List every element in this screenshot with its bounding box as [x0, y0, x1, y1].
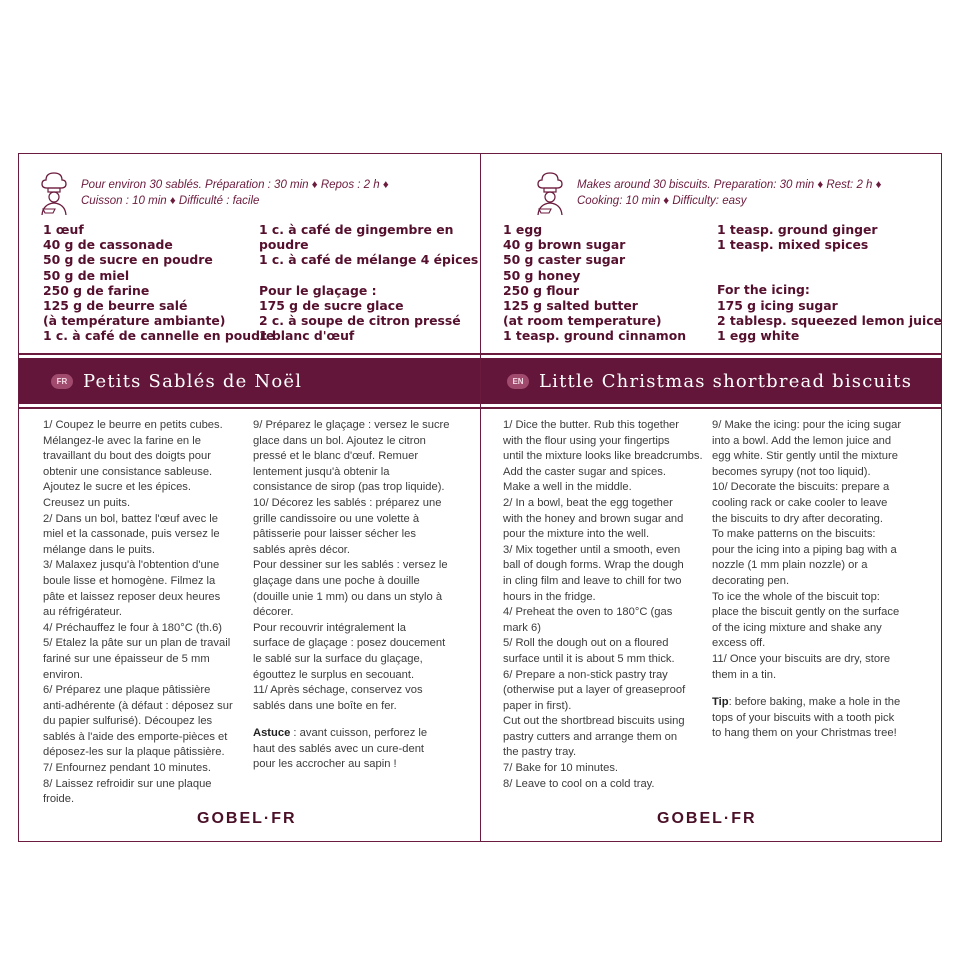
step-line: (otherwise put a layer of greaseproof	[503, 684, 686, 697]
step-line: pâtisserie pour laisser sécher les	[253, 528, 416, 541]
ingredients-column	[717, 222, 942, 343]
step-line: 10/ Decorate the biscuits: prepare a	[712, 481, 890, 494]
step-line: 6/ Préparez une plaque pâtissière	[43, 684, 211, 697]
title-banner	[481, 358, 942, 404]
step-line: pressé et le blanc d'œuf. Remuer	[253, 450, 419, 463]
title-banner	[19, 358, 480, 404]
panel-english	[480, 154, 942, 841]
step-line: 7/ Enfournez pendant 10 minutes.	[43, 762, 211, 775]
step-line: sablés à l'aide des emporte-pièces et	[43, 730, 228, 743]
meta-line: Cuisson : 10 min ♦ Difficulté : facile	[81, 195, 260, 207]
step-line: fariné sur une épaisseur de 5 mm	[43, 652, 210, 665]
step-line: boule lisse et homogène. Filmez la	[43, 574, 216, 587]
step-line: lentement jusqu'à obtenir la	[253, 465, 390, 478]
step-line: Mélangez-le avec la farine en le	[43, 434, 201, 447]
step-line: obtenir une consistance sableuse.	[43, 465, 213, 478]
ingredients-column	[503, 222, 686, 344]
step-line: consistance de sirop (pas trop liquide).	[253, 481, 445, 494]
step-line: glaçage dans une poche à douille	[253, 574, 420, 587]
step-line: pour the mixture into the well.	[503, 528, 650, 541]
tip-line: tops of your biscuits with a tooth pick	[712, 711, 895, 724]
steps-column	[712, 418, 938, 742]
ingredient: 125 g de beurre salé	[43, 298, 188, 314]
step-line: 3/ Malaxez jusqu'à l'obtention d'une	[43, 559, 220, 572]
chef-icon	[37, 170, 71, 216]
ingredient: 2 tablesp. squeezed lemon juice	[717, 312, 942, 328]
step-line: 1/ Dice the butter. Rub this together	[503, 419, 679, 431]
panel-french	[19, 154, 480, 841]
tip-line	[712, 695, 938, 711]
ingredient: poudre	[259, 237, 309, 253]
step-line: surface de glaçage : posez doucement	[253, 637, 446, 650]
step-line: cooling rack or cake cooler to leave	[712, 496, 888, 509]
step-line: Cut out the shortbread biscuits using	[503, 715, 685, 728]
ingredient: 1 blanc d'œuf	[259, 328, 355, 344]
step-line: egg white. Stir gently until the mixture	[712, 450, 898, 463]
step-line: hours in the fridge.	[503, 590, 596, 603]
step-line: in cling film and leave to chill for two	[503, 574, 682, 587]
step-line: travaillant du bout des doigts pour	[43, 450, 211, 463]
step-line: Make a well in the middle.	[503, 481, 632, 494]
step-line: into a bowl. Add the lemon juice and	[712, 434, 892, 447]
ingredient: 2 c. à soupe de citron pressé	[259, 313, 461, 329]
ingredients-column	[259, 222, 478, 343]
tip-label: Astuce	[253, 727, 291, 740]
ingredient: 1 c. à café de mélange 4 épices	[259, 252, 479, 268]
step-line: du papier sulfurisé). Découpez les	[43, 715, 213, 728]
icing-heading: For the icing:	[717, 282, 810, 298]
spacer	[253, 714, 477, 726]
ingredient: 175 g de sucre glace	[259, 297, 404, 313]
brand-logo: GOBEL·FR	[197, 810, 297, 827]
ingredient: 125 g salted butter	[503, 298, 638, 314]
tip-line: to hang them on your Christmas tree!	[712, 727, 897, 740]
step-line: Ajoutez le sucre et les épices.	[43, 481, 191, 494]
step-line: nozzle (1 mm plain nozzle) or a	[712, 559, 868, 572]
meta-line: Pour environ 30 sablés. Préparation : 30 min ♦ Repos : 2 h ♦	[81, 179, 389, 191]
ingredient: 1 egg white	[717, 328, 800, 344]
steps-column	[503, 418, 717, 792]
recipe-meta	[533, 170, 882, 216]
ingredient: 50 g honey	[503, 267, 581, 283]
ingredient: 1 c. à café de cannelle en poudre	[43, 328, 275, 344]
recipe-card	[18, 153, 942, 842]
language-badge: FR	[51, 374, 73, 389]
divider	[19, 407, 480, 409]
brand-logo: GOBEL·FR	[657, 810, 757, 827]
tip-text: : before baking, make a hole in the	[728, 696, 901, 709]
step-line: glace dans un bol. Ajoutez le citron	[253, 434, 426, 447]
ingredient: 40 g de cassonade	[43, 237, 173, 253]
step-line: 9/ Make the icing: pour the icing sugar	[712, 419, 902, 431]
step-line: anti-adhérente (à défaut : déposez sur	[43, 699, 233, 712]
ingredient-gap	[717, 267, 942, 282]
divider	[481, 353, 942, 355]
step-line: becomes syrupy (not too liquid).	[712, 465, 871, 478]
recipe-title: Little Christmas shortbread biscuits	[539, 370, 913, 392]
ingredient: 1 egg	[503, 222, 543, 237]
step-line: mark 6)	[503, 621, 541, 634]
step-line: excess off.	[712, 637, 766, 650]
step-line: mélange dans le puits.	[43, 543, 155, 556]
spacer	[712, 683, 938, 695]
step-line: 8/ Laissez refroidir sur une plaque	[43, 777, 212, 790]
step-line: 2/ In a bowl, beat the egg together	[503, 496, 673, 509]
step-line: the biscuits to dry after decorating.	[712, 512, 884, 525]
step-line: 4/ Préchauffez le four à 180°C (th.6)	[43, 621, 223, 634]
recipe-title: Petits Sablés de Noël	[83, 370, 303, 392]
step-line: pâte et laissez reposer deux heures	[43, 590, 221, 603]
ingredient: 50 g de miel	[43, 267, 130, 283]
step-line: miel et la cassonade, puis versez le	[43, 528, 220, 541]
step-line: 7/ Bake for 10 minutes.	[503, 762, 619, 775]
tip-line: haut des sablés avec un cure-dent	[253, 742, 425, 755]
step-line: place the biscuit gently on the surface	[712, 606, 900, 619]
step-line: le sablé sur la surface du glaçage,	[253, 652, 423, 665]
tip-line	[253, 726, 477, 742]
step-line: froide.	[43, 793, 75, 806]
ingredient: 1 teasp. mixed spices	[717, 237, 869, 253]
step-line: Creusez un puits.	[43, 496, 131, 509]
step-line: pastry cutters and arrange them on	[503, 730, 678, 743]
step-line: 9/ Préparez le glaçage : versez le sucre	[253, 419, 450, 431]
divider	[19, 353, 480, 355]
step-line: them in a tin.	[712, 668, 777, 681]
step-line: environ.	[43, 668, 83, 681]
step-line: déposez-les sur la plaque pâtissière.	[43, 746, 225, 759]
ingredient: 40 g brown sugar	[503, 237, 626, 253]
step-line: 11/ Once your biscuits are dry, store	[712, 652, 891, 665]
ingredient: 250 g de farine	[43, 282, 150, 298]
chef-icon	[533, 170, 567, 216]
recipe-meta	[37, 170, 389, 216]
step-line: Pour recouvrir intégralement la	[253, 621, 406, 634]
ingredient: 50 g de sucre en poudre	[43, 252, 213, 268]
step-line: 2/ Dans un bol, battez l'œuf avec le	[43, 512, 219, 525]
step-line: ball of dough forms. Wrap the dough	[503, 559, 684, 572]
meta-line: Cooking: 10 min ♦ Difficulty: easy	[577, 195, 747, 207]
step-line: 3/ Mix together until a smooth, even	[503, 543, 681, 556]
steps-column	[43, 418, 267, 808]
step-line: (douille unie 1 mm) ou dans un stylo à	[253, 590, 443, 603]
ingredient: 1 œuf	[43, 222, 84, 237]
step-line: égouttez le surplus en secouant.	[253, 668, 415, 681]
step-line: 4/ Preheat the oven to 180°C (gas	[503, 606, 673, 619]
ingredient: 1 teasp. ground cinnamon	[503, 328, 687, 344]
step-line: 11/ Après séchage, conservez vos	[253, 684, 423, 697]
step-line: 5/ Etalez la pâte sur un plan de travail	[43, 637, 231, 650]
tip-line: pour les accrocher au sapin !	[253, 758, 397, 771]
ingredient: 50 g caster sugar	[503, 252, 626, 268]
ingredient: (à température ambiante)	[43, 313, 226, 329]
step-line: 1/ Coupez le beurre en petits cubes.	[43, 419, 223, 431]
ingredient-gap	[259, 268, 478, 283]
step-line: sablés après décor.	[253, 543, 351, 556]
step-line: with the flour using your fingertips	[503, 434, 670, 447]
ingredient: 1 c. à café de gingembre en	[259, 222, 454, 237]
step-line: with the honey and brown sugar and	[503, 512, 684, 525]
step-line: decorating pen.	[712, 574, 790, 587]
divider	[481, 407, 942, 409]
step-line: the pastry tray.	[503, 746, 577, 759]
meta-line: Makes around 30 biscuits. Preparation: 30 min ♦ Rest: 2 h ♦	[577, 179, 882, 191]
step-line: grille candissoire ou une volette à	[253, 512, 420, 525]
steps-column	[253, 418, 477, 773]
step-line: 8/ Leave to cool on a cold tray.	[503, 777, 655, 790]
step-line: surface until it is about 5 mm thick.	[503, 652, 675, 665]
ingredient: 1 teasp. ground ginger	[717, 222, 878, 237]
step-line: of the icing mixture and shake any	[712, 621, 882, 634]
ingredients-column	[43, 222, 274, 344]
step-line: Add the caster sugar and spices.	[503, 465, 666, 478]
step-line: 5/ Roll the dough out on a floured	[503, 637, 669, 650]
step-line: 10/ Décorez les sablés : préparez une	[253, 496, 442, 509]
step-line: paper in first).	[503, 699, 572, 712]
step-line: décorer.	[253, 606, 294, 619]
tip-text: : avant cuisson, perforez le	[290, 727, 428, 740]
step-line: until the mixture looks like breadcrumbs.	[503, 450, 703, 463]
icing-heading: Pour le glaçage :	[259, 282, 377, 298]
ingredient: (at room temperature)	[503, 313, 662, 329]
ingredient-gap	[717, 252, 942, 267]
ingredient: 250 g flour	[503, 282, 579, 298]
tip-label: Tip	[712, 696, 729, 709]
step-line: sablés dans une boîte en fer.	[253, 699, 397, 712]
language-badge: EN	[507, 374, 529, 389]
ingredient: 175 g icing sugar	[717, 297, 838, 313]
step-line: To ice the whole of the biscuit top:	[712, 590, 880, 603]
step-line: au réfrigérateur.	[43, 606, 122, 619]
step-line: pour the icing into a piping bag with a	[712, 543, 897, 556]
step-line: Pour dessiner sur les sablés : versez le	[253, 559, 448, 572]
step-line: To make patterns on the biscuits:	[712, 528, 876, 541]
step-line: 6/ Prepare a non-stick pastry tray	[503, 668, 668, 681]
